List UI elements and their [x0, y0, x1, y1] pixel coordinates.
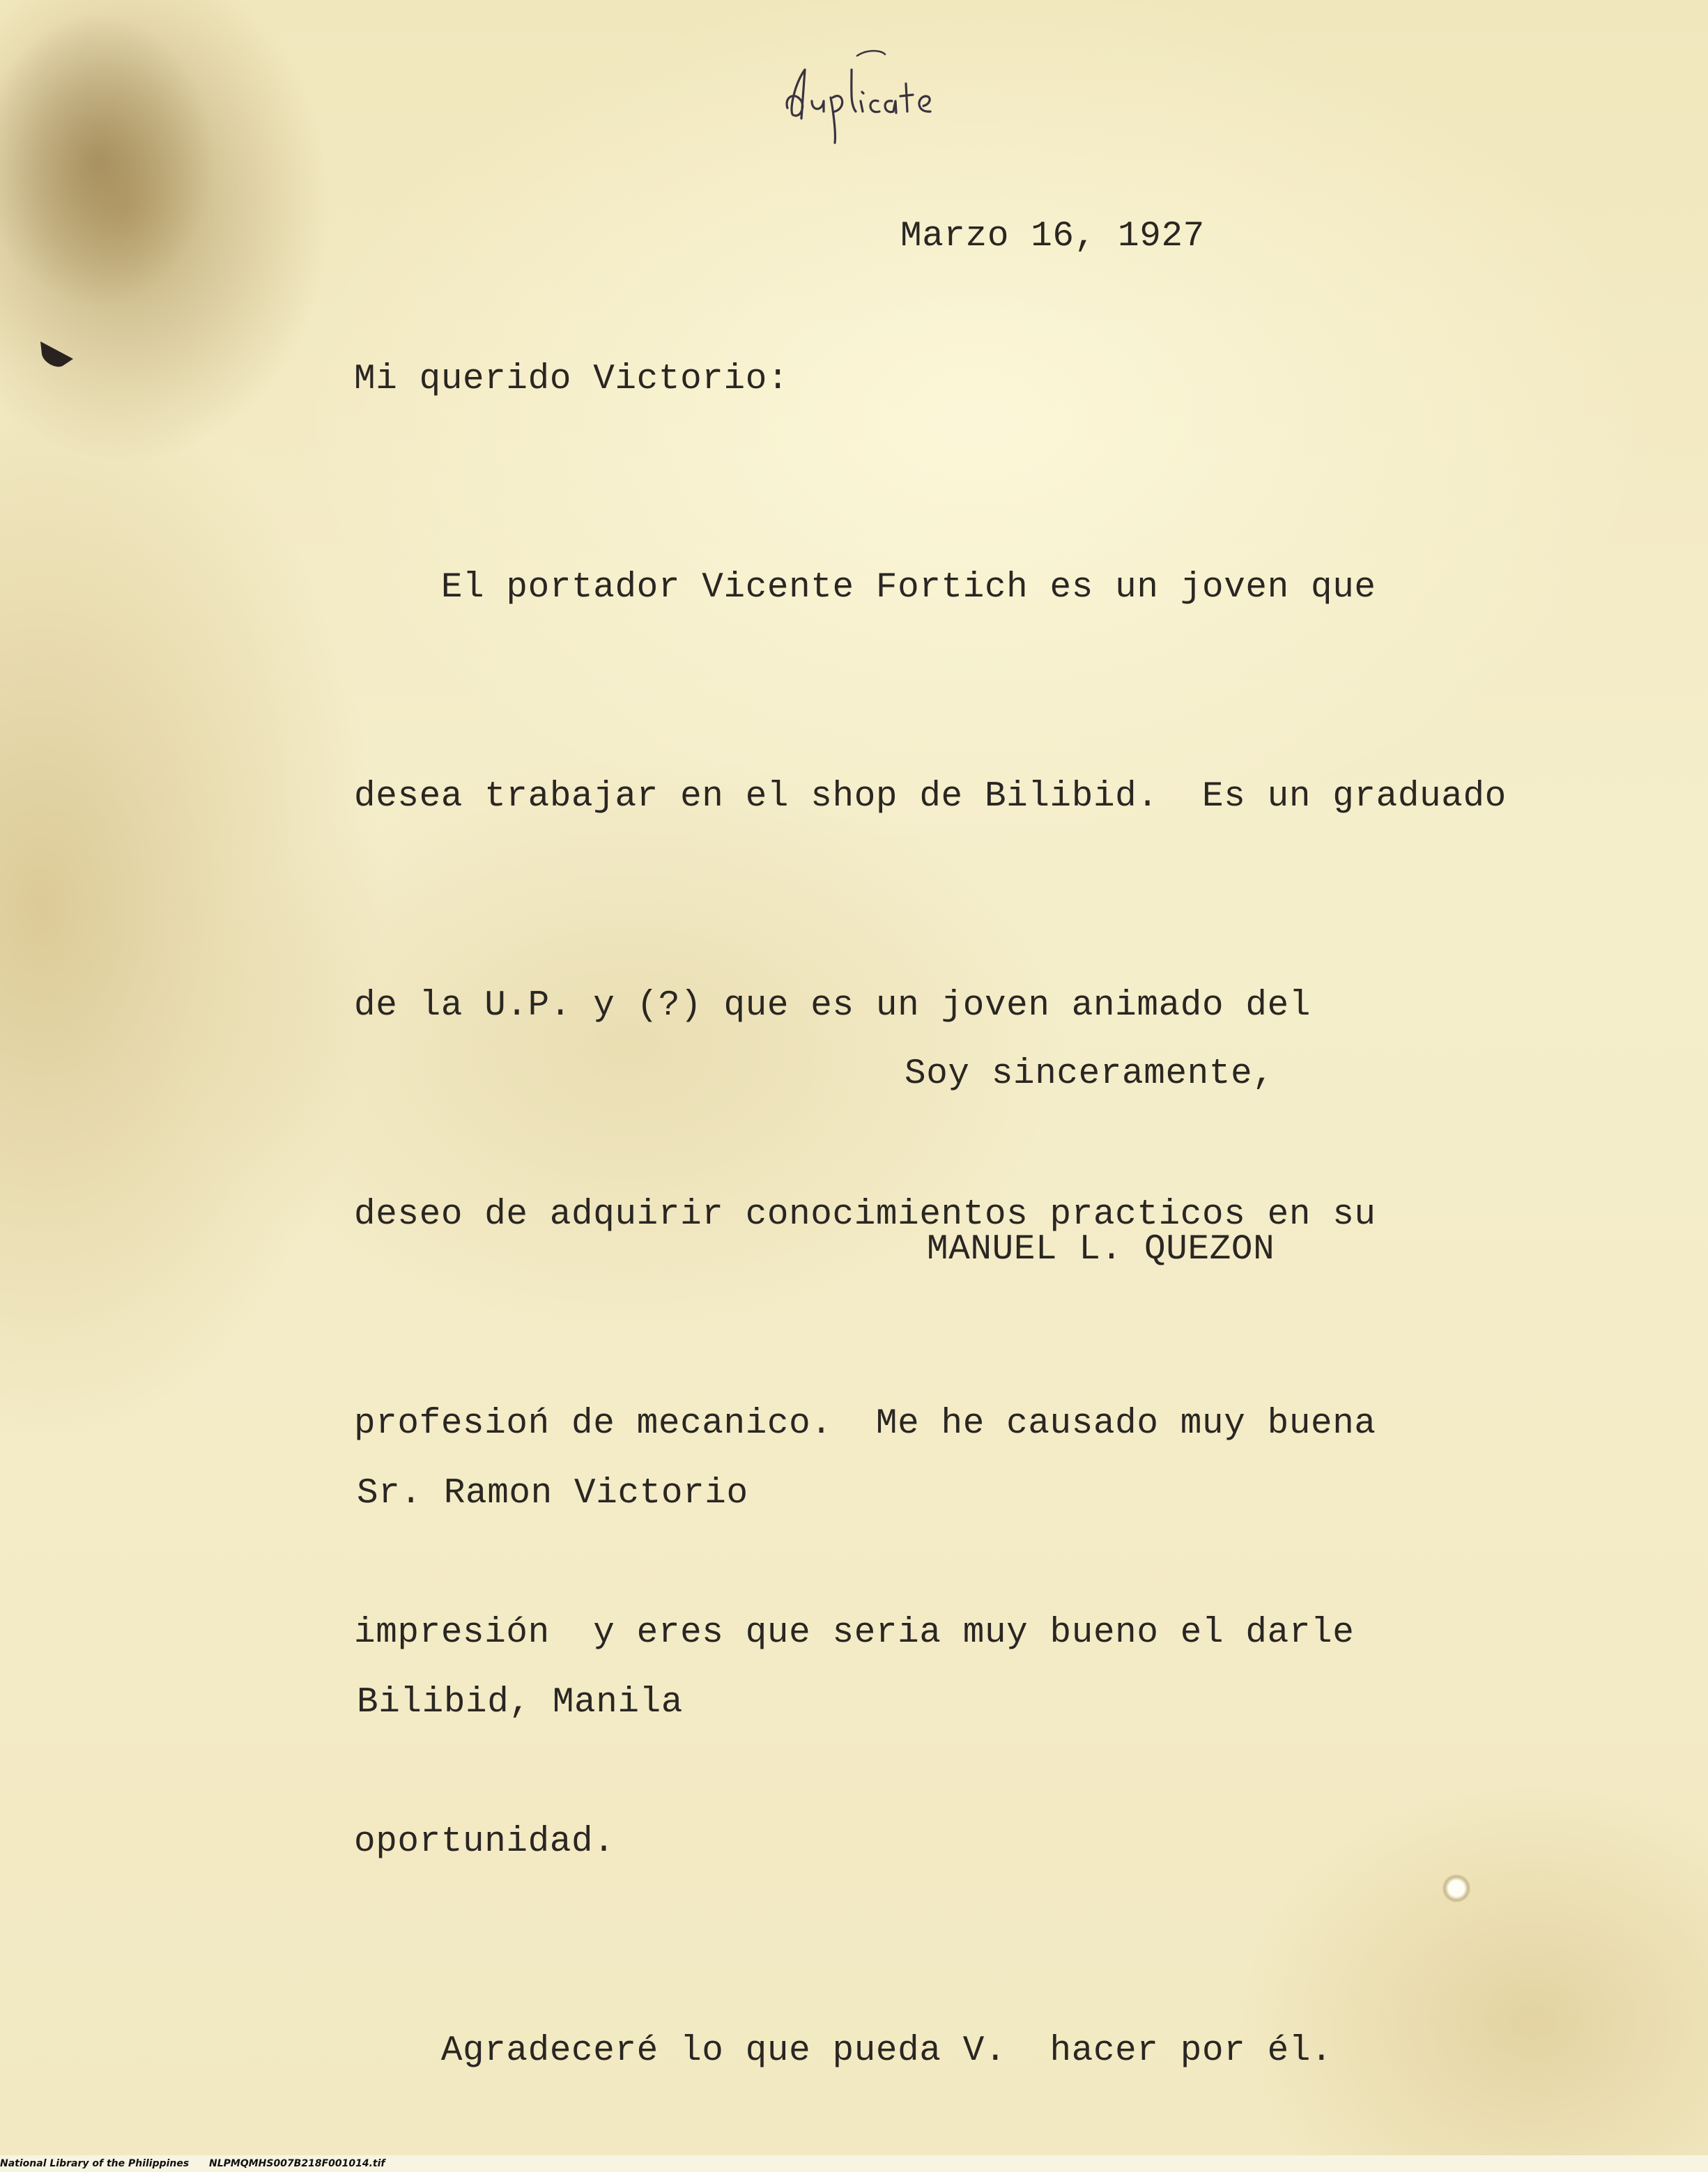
letter-body — [354, 414, 1507, 2172]
footer-file-id: NLPMQMHS007B218F001014.tif — [209, 2158, 385, 2169]
letter-salutation: Mi querido Victorio: — [354, 360, 790, 399]
paper-hole — [1442, 1874, 1470, 1902]
body-line: deseo de adquirir conocimientos practicos en su — [354, 1195, 1376, 1235]
body-line: desea trabajar en el shop de Bilibid. Es un graduado — [354, 777, 1507, 817]
body-line: oportunidad. — [354, 1822, 615, 1862]
recipient-address: Bilibid, Manila — [357, 1683, 684, 1723]
body-line: impresión y eres que seria muy bueno el darle — [354, 1613, 1355, 1653]
body-line: El portador Vicente Fortich es un joven que — [354, 568, 1376, 608]
handwritten-duplicate-note — [774, 42, 983, 146]
body-line: Agradeceré lo que pueda V. hacer por él. — [354, 2031, 1333, 2071]
letter-date: Marzo 16, 1927 — [900, 217, 1205, 256]
recipient-block — [357, 1320, 748, 1877]
letter-closing: Soy sinceramente, — [905, 1054, 1275, 1094]
letter-signature: MANUEL L. QUEZON — [927, 1230, 1275, 1270]
body-line: profesioń de mecanico. Me he causado muy buena — [354, 1404, 1376, 1444]
footer-archive-name: National Library of the Philippines — [0, 2158, 190, 2169]
recipient-name: Sr. Ramon Victorio — [357, 1474, 748, 1514]
ink-blot — [35, 328, 84, 376]
body-line: de la U.P. y (?) que es un joven animado del — [354, 986, 1311, 1026]
